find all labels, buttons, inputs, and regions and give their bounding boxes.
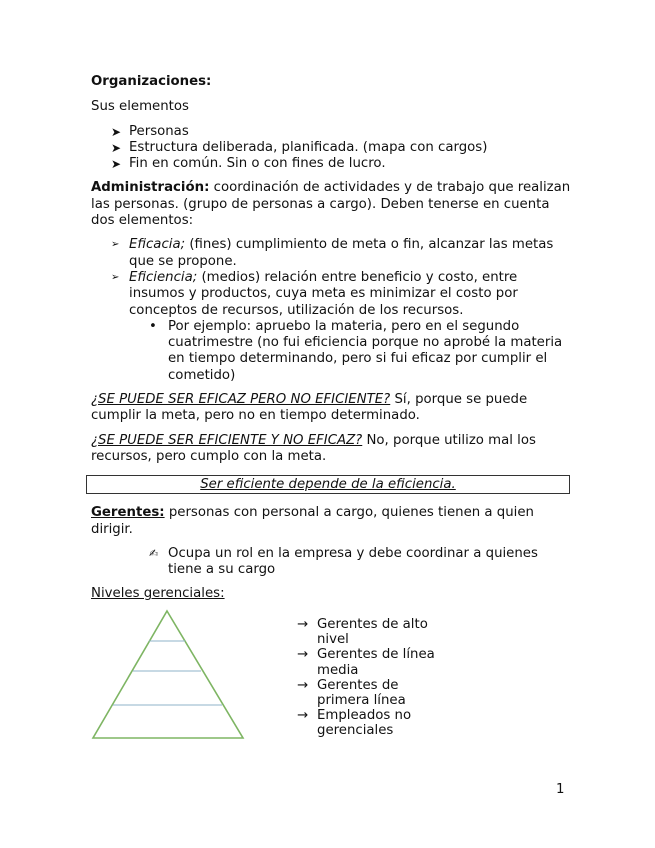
arrowhead-bullet-icon: ➢: [111, 271, 120, 283]
admin-paragraph: Administración: coordinación de actividades y de trabajo que realizan las personas. (grupo de personas a cargo). Deben tenerse en cuenta dos elementos:: [91, 180, 571, 229]
gerentes-paragraph: Gerentes: personas con personal a cargo, quienes tienen a quien dirigir.: [91, 505, 534, 537]
niveles-title: Niveles gerenciales:: [91, 586, 225, 602]
elements-list: [91, 124, 571, 173]
arrow-bullet-icon: ➤: [111, 140, 122, 155]
list-item: ➤ Fin en común. Sin o con fines de lucro.: [111, 156, 386, 172]
writing-hand-icon: ✍: [149, 546, 159, 560]
list-item: → Empleados no gerenciales: [297, 708, 412, 739]
section-title: Organizaciones:: [91, 74, 212, 89]
arrow-bullet-icon: ➤: [111, 124, 122, 139]
right-arrow-icon: →: [297, 647, 309, 663]
list-item: ➢ Eficacia; (fines) cumplimiento de meta o fin, alcanzar las metas que se propone.: [111, 237, 554, 269]
levels-list: [297, 617, 447, 739]
arrow-bullet-icon: ➤: [111, 157, 122, 172]
list-item: ➤ Personas: [111, 123, 189, 139]
list-item: → Gerentes de primera línea: [297, 677, 406, 709]
gerentes-item: ✍ Ocupa un rol en la empresa y debe coordinar a quienes tiene a su cargo: [149, 545, 538, 578]
arrowhead-bullet-icon: ➢: [111, 239, 120, 251]
right-arrow-icon: →: [297, 617, 309, 632]
list-item: → Gerentes de línea media: [297, 647, 435, 678]
list-item: ➢ Eficiencia; (medios) relación entre beneficio y costo, entre insumos y productos, cuya meta es minimizar el costo por conceptos de recursos, utilización de los recursos. • Por ejemplo: apruebo la materia, pero en el segundo cuatrimestre (no fui eficiencia porque no aprobé la materia en tiempo determinando, pero si fui eficaz por cumplir el cometido): [91, 270, 571, 384]
pyramid-outline: [93, 611, 243, 738]
question-1: ¿SE PUEDE SER EFICAZ PERO NO EFICIENTE? Sí, porque se puede cumplir la meta, pero no en tiempo determinado.: [91, 392, 528, 424]
pyramid-diagram: [91, 609, 246, 741]
right-arrow-icon: →: [297, 708, 309, 724]
sub-list: [129, 319, 571, 384]
right-arrow-icon: →: [297, 677, 309, 693]
dot-bullet-icon: •: [149, 318, 157, 334]
boxed-statement: Ser eficiente depende de la eficiencia.: [86, 475, 570, 494]
list-item: → Gerentes de alto nivel: [297, 617, 428, 648]
question-2: ¿SE PUEDE SER EFICIENTE Y NO EFICAZ? No, porque utilizo mal los recursos, pero cumplo con la meta.: [91, 432, 536, 464]
page-number: 1: [556, 782, 565, 797]
list-item: ➤ Estructura deliberada, planificada. (mapa con cargos): [111, 139, 488, 155]
list-item: • Por ejemplo: apruebo la materia, pero en el segundo cuatrimestre (no fui eficiencia porque no aprobé la materia en tiempo determinando, pero si fui eficaz por cumplir el cometido): [149, 318, 563, 383]
elements-intro: Sus elementos: [91, 99, 189, 115]
document-page: [91, 74, 571, 603]
admin-list: [91, 237, 571, 384]
